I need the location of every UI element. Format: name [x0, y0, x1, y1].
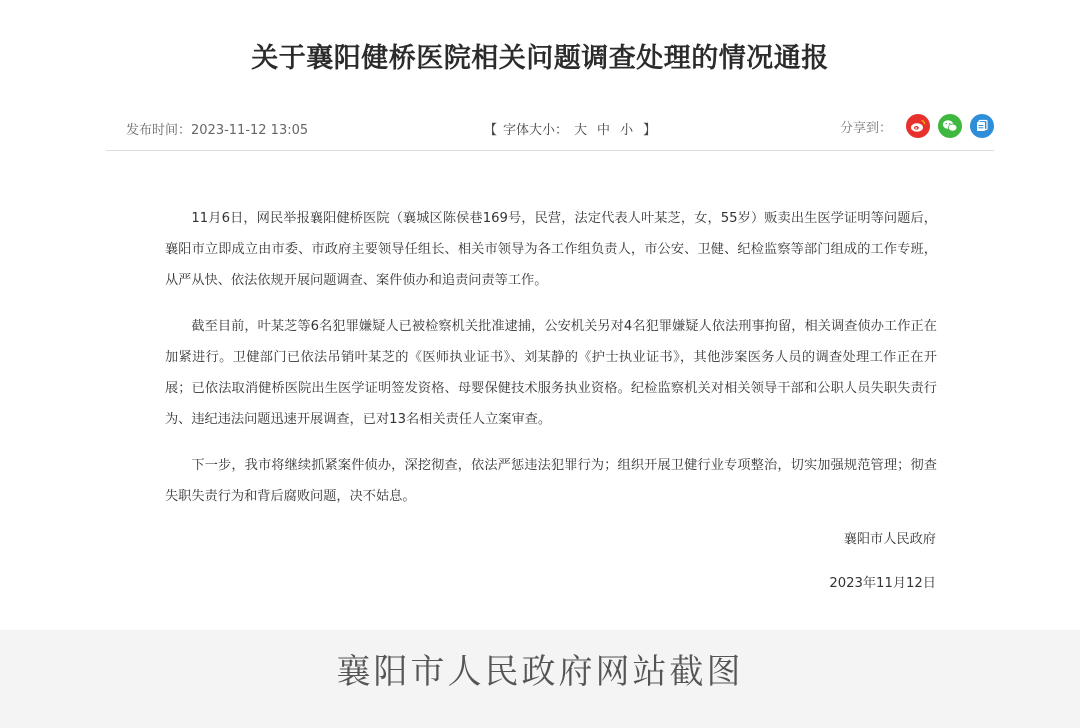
article-paragraph: 11月6日，网民举报襄阳健桥医院（襄城区陈侯巷169号，民营，法定代表人叶某芝，女，55岁）贩卖出生医学证明等问题后，襄阳市立即成立由市委、市政府主要领导任组长、相关市领导为各工作组负责人，市公安、卫健、纪检监察等部门组成的工作专班，从严从快、依法依规开展问题调查、案件侦办和追责问责等工作。 — [165, 211, 937, 288]
font-size-medium-button[interactable]: 中 — [597, 123, 611, 138]
article-meta-bar — [106, 112, 994, 146]
article-paragraph: 下一步，我市将继续抓紧案件侦办，深挖彻查，依法严惩违法犯罪行为；组织开展卫健行业专项整治，切实加强规范管理；彻查失职失责行为和背后腐败问题，决不姑息。 — [165, 458, 937, 504]
signoff-date: 2023年11月12日 — [829, 576, 936, 591]
share-bar — [840, 112, 994, 140]
meta-divider — [106, 150, 994, 151]
font-size-small-button[interactable]: 小 — [620, 123, 634, 138]
signoff-organization: 襄阳市人民政府 — [843, 532, 936, 547]
screenshot-caption: 襄阳市人民政府网站截图 — [336, 652, 744, 692]
article-title: 关于襄阳健桥医院相关问题调查处理的情况通报 — [251, 43, 829, 74]
wechat-icon — [942, 119, 958, 133]
wechat-share-button[interactable] — [938, 114, 962, 138]
qzone-share-button[interactable] — [970, 114, 994, 138]
font-size-large-button[interactable]: 大 — [574, 123, 588, 138]
weibo-share-button[interactable] — [906, 114, 930, 138]
weibo-icon — [910, 119, 926, 133]
qzone-icon — [975, 119, 989, 133]
share-label: 分享到： — [839, 120, 892, 136]
article-paragraph: 截至目前，叶某芝等6名犯罪嫌疑人已被检察机关批准逮捕，公安机关另对4名犯罪嫌疑人依法刑事拘留，相关调查侦办工作正在加紧进行。卫健部门已依法吊销叶某芝的《医师执业证书》、刘某静的《护士执业证书》，其他涉案医务人员的调查处理工作正在开展；已依法取消健桥医院出生医学证明签发资格、母婴保健技术服务执业资格。纪检监察机关对相关领导干部和公职人员失职失责行为、违纪违法问题迅速开展调查，已对13名相关责任人立案审查。 — [165, 319, 937, 427]
publish-time: 发布时间：2023-11-12 13:05 — [126, 123, 309, 138]
font-size-label: 字体大小： — [503, 123, 569, 138]
font-size-bracket-close: 】 — [643, 123, 657, 138]
article-body — [165, 203, 937, 527]
font-size-control — [484, 119, 662, 138]
font-size-bracket-open: 【 — [484, 123, 498, 138]
